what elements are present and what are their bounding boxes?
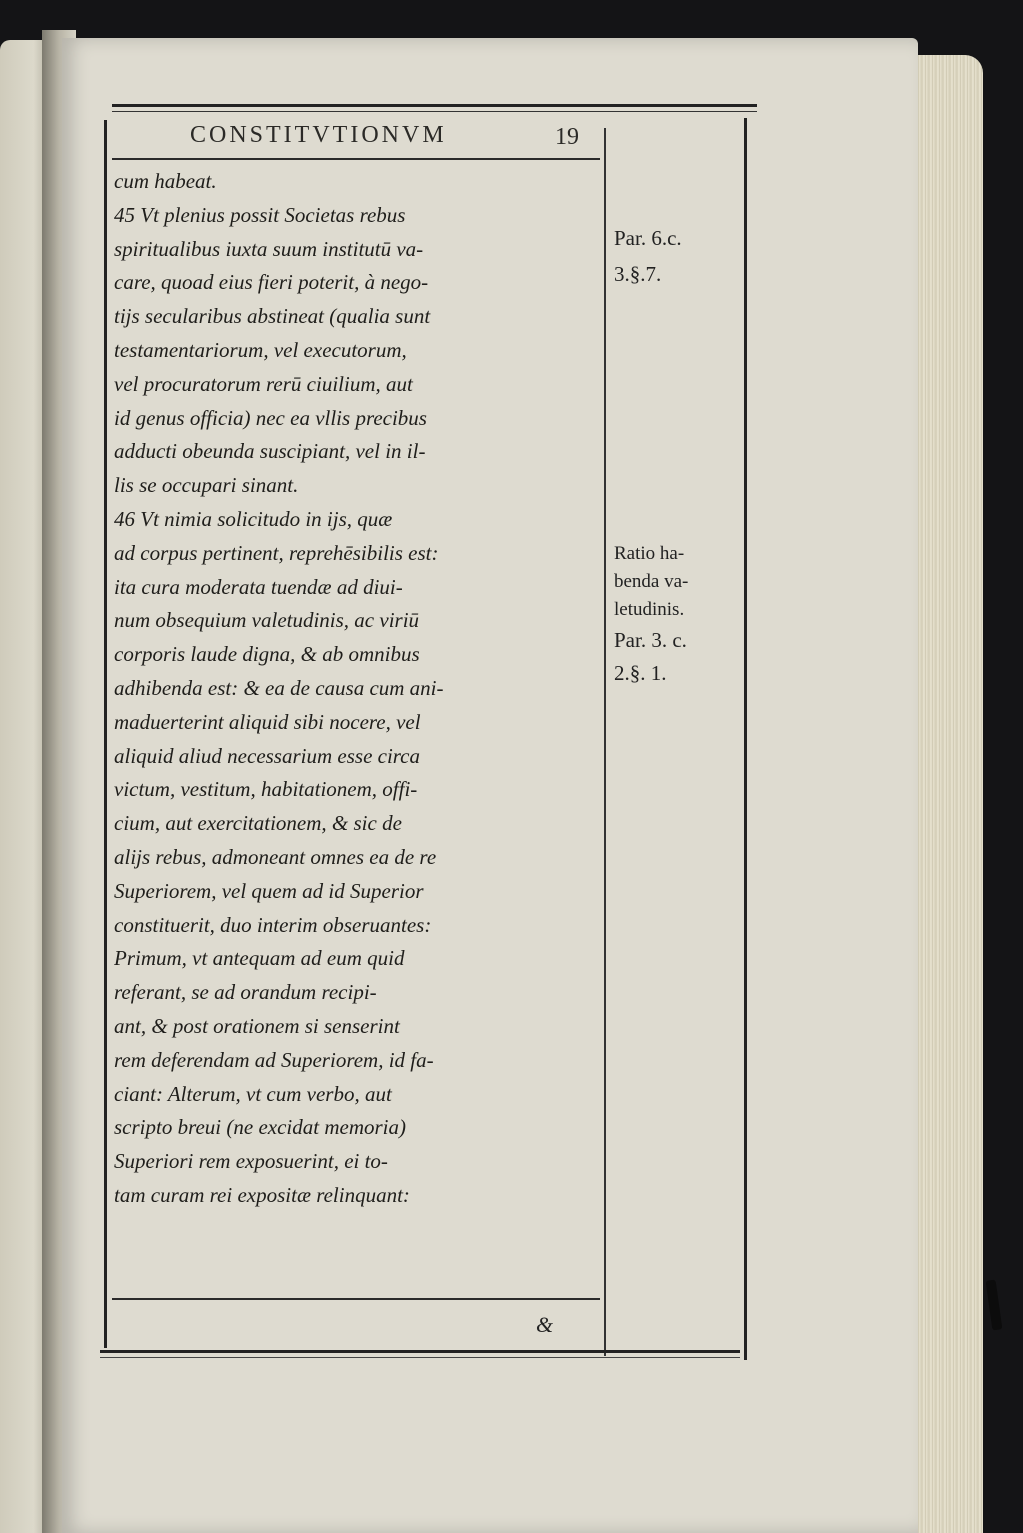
text-line: 46 Vt nimia solicitudo in ijs, quæ [114, 506, 393, 531]
text-line: tam curam rei expositæ relinquant: [114, 1182, 410, 1207]
text-line: vel procuratorum rerū ciuilium, aut [114, 371, 413, 396]
left-page-edge [0, 40, 48, 1533]
text-line: care, quoad eius fieri poterit, à nego- [114, 270, 429, 295]
catchword: & [536, 1312, 554, 1337]
margin-note-line: 3.§.7. [614, 262, 662, 286]
frame-bottom-rule [100, 1350, 740, 1353]
frame-bottom-rule-thin [100, 1357, 740, 1358]
text-line: rem deferendam ad Superiorem, id fa- [114, 1047, 434, 1072]
frame-right-rule [744, 118, 747, 1360]
text-line: victum, vestitum, habitationem, offi- [114, 777, 418, 802]
text-line: id genus officia) nec ea vllis precibus [114, 405, 427, 430]
text-line: constituerit, duo interim obseruantes: [114, 912, 432, 937]
running-header [190, 118, 610, 154]
text-line: scripto breui (ne excidat memoria) [114, 1115, 406, 1140]
margin-note-ref: Par. 3. c. [614, 628, 687, 652]
margin-divider-rule [604, 128, 606, 1356]
text-line: Superiori rem exposuerint, ei to- [114, 1149, 388, 1174]
text-line: Primum, vt antequam ad eum quid [114, 946, 405, 971]
text-line: spiritualibus iuxta suum institutū va- [114, 236, 424, 261]
text-line: tijs secularibus abstineat (qualia sunt [114, 304, 431, 329]
text-line: 45 Vt plenius possit Societas rebus [114, 202, 406, 227]
margin-note-line: benda va- [614, 571, 689, 592]
text-line: cium, aut exercitationem, & sic de [114, 811, 402, 836]
text-line: corporis laude digna, & ab omnibus [114, 642, 420, 667]
text-line: ant, & post orationem si senserint [114, 1013, 400, 1038]
text-line: referant, se ad orandum recipi- [114, 980, 377, 1005]
page-number: 19 [555, 124, 579, 150]
margin-note-valetudinis [614, 540, 744, 690]
text-bottom-rule [112, 1298, 600, 1300]
text-line: aliquid aliud necessarium esse circa [114, 743, 421, 768]
text-line: alijs rebus, admoneant omnes ea de re [114, 844, 437, 869]
header-rule [112, 158, 600, 160]
text-line: maduerterint aliquid sibi nocere, vel [114, 709, 421, 734]
frame-top-rule [112, 104, 757, 107]
text-line: num obsequium valetudinis, ac viriū [114, 608, 420, 633]
main-text-column [114, 165, 602, 1213]
text-line: adducti obeunda suscipiant, vel in il- [114, 439, 426, 464]
text-line: cum habeat. [114, 169, 217, 193]
text-line: ita cura moderata tuendæ ad diui- [114, 574, 403, 599]
text-line: testamentariorum, vel executorum, [114, 337, 407, 362]
frame-left-rule [104, 120, 107, 1348]
text-line: ad corpus pertinent, reprehēsibilis est: [114, 540, 439, 565]
text-line: ciant: Alterum, vt cum verbo, aut [114, 1081, 392, 1106]
bookmark-ribbon [986, 1280, 1003, 1331]
frame-top-rule-thin [112, 111, 757, 112]
text-line: Superiorem, vel quem ad id Superior [114, 878, 424, 903]
text-line: adhibenda est: & ea de causa cum ani- [114, 675, 444, 700]
margin-note-line: Par. 6.c. [614, 226, 682, 250]
margin-note-par-6 [614, 220, 744, 292]
text-line: lis se occupari sinant. [114, 473, 299, 498]
margin-note-line: Ratio ha- [614, 543, 685, 564]
running-title: CONSTITVTIONVM [190, 122, 447, 148]
margin-note-line: letudinis. [614, 599, 685, 620]
margin-note-ref: 2.§. 1. [614, 661, 667, 685]
